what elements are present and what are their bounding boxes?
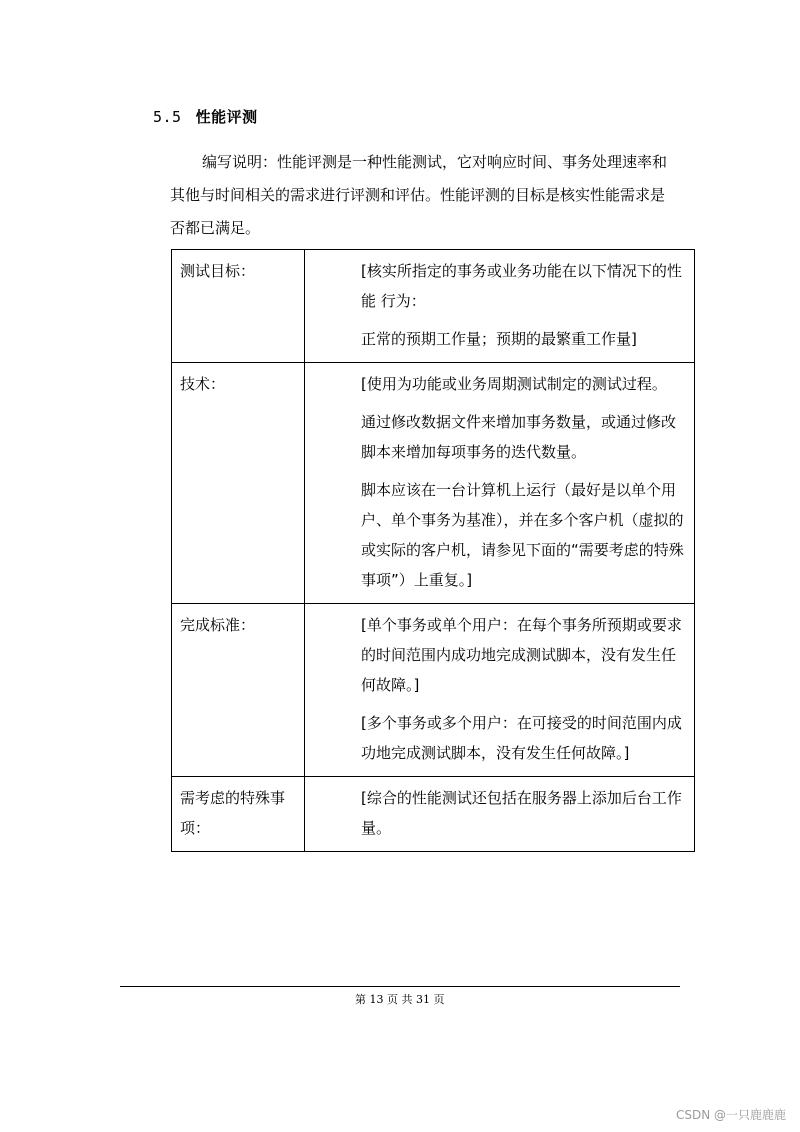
watermark: CSDN @一只鹿鹿鹿 [675, 1108, 786, 1122]
table-row [172, 250, 695, 363]
footer-divider [120, 986, 680, 987]
page-footer: 第 13 页 共 31 页 [355, 993, 445, 1006]
content-paragraph: [单个事务或单个用户：在每个事务所预期或要求的时间范围内成功地完成测试脚本，没有发生任何故障。] [361, 616, 682, 694]
row-label: 完成标准： [172, 604, 305, 777]
section-title: 性能评测 [195, 108, 258, 126]
content-paragraph: 脚本应该在一台计算机上运行（最好是以单个用户、单个事务为基准），并在多个客户机（虚拟的或实际的客户机，请参见下面的“需要考虑的特殊事项”）上重复。] [361, 481, 684, 589]
row-label: 测试目标： [172, 250, 305, 363]
row-content [305, 777, 695, 852]
section-heading [153, 106, 258, 127]
content-paragraph: [多个事务或多个用户：在可接受的时间范围内成功地完成测试脚本，没有发生任何故障。] [361, 714, 682, 762]
content-paragraph: 通过修改数据文件来增加事务数量，或通过修改脚本来增加每项事务的迭代数量。 [361, 413, 677, 461]
table-row [172, 777, 695, 852]
row-content [305, 604, 695, 777]
content-paragraph: 正常的预期工作量；预期的最繁重工作量] [361, 330, 637, 348]
performance-test-table [171, 249, 695, 852]
row-label: 技术： [172, 363, 305, 604]
row-content [305, 363, 695, 604]
table-row [172, 604, 695, 777]
row-label: 需考虑的特殊事项： [172, 777, 305, 852]
intro-paragraph: 编写说明：性能评测是一种性能测试，它对响应时间、事务处理速率和其他与时间相关的需求进行评测和评估。性能评测的目标是核实性能需求是否都已满足。 [170, 153, 668, 237]
section-number: 5.5 [153, 108, 182, 126]
table-row [172, 363, 695, 604]
content-paragraph: [使用为功能或业务周期测试制定的测试过程。 [361, 375, 667, 393]
content-paragraph: [核实所指定的事务或业务功能在以下情况下的性能 行为： [361, 262, 682, 310]
content-paragraph: [综合的性能测试还包括在服务器上添加后台工作量。 [361, 789, 682, 837]
row-content [305, 250, 695, 363]
